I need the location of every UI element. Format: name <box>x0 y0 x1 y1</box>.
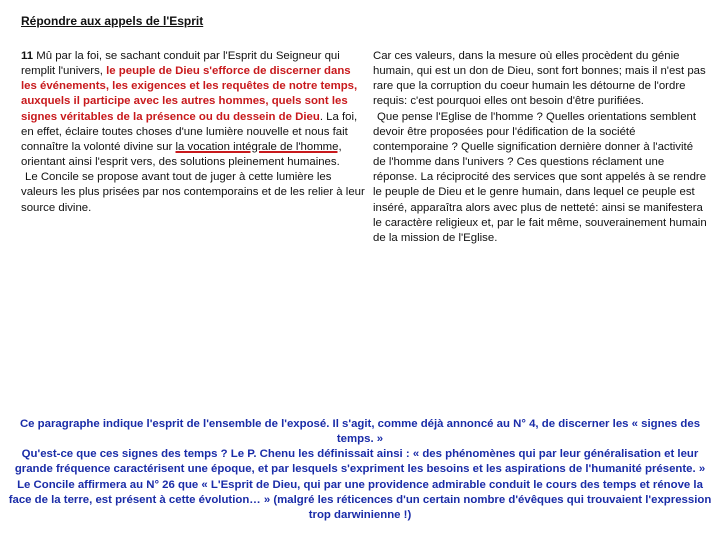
left-column <box>21 49 369 216</box>
paragraph: Que pense l'Eglise de l'homme ? Quelles orientations semblent devoir être proposées pour l'édification de la société contemporaine ? Quelle signification dernière donner à l'activité de l'homme dans l'univers ? Ces questions réclament une réponse. La réciprocité des services que sont appelés à se rendre le peuple de Dieu et le genre humain, dans lequel ce peuple est inséré, apparaîtra alors avec plus de netteté: ainsi se manifestera le caractère religieux et, par le fait même, souverainement humain de la mission de l'Eglise. <box>373 110 707 244</box>
commentary-paragraph: Le Concile affirmera au N° 26 que « L'Esprit de Dieu, qui par une providence admirable conduit le cours des temps et rénove la face de la terre, est présent à cette évolution… » (malgré les réticences d'un certain nombre d'évêques qui trouvaient l'expression trop darwinienne !) <box>8 478 712 521</box>
commentary-paragraph: Qu'est-ce que ces signes des temps ? Le P. Chenu les définissait ainsi : « des phénomènes qui par leur généralisation et leur grande fréquence caractérisent une époque, et par lesquels s'expriment les besoins et les aspirations de l'humanité présente. » <box>14 448 706 476</box>
text-segment: Mû par la foi, se sachant conduit par l'Esprit du Seigneur qui remplit l'univers, <box>21 50 340 78</box>
commentary-paragraph: Ce paragraphe indique l'esprit de l'ensemble de l'exposé. Il s'agit, comme déjà annoncé au N° 4, de discerner les « signes des temps. » <box>19 418 701 446</box>
paragraph: Le Concile se propose avant tout de juger à cette lumière les valeurs les plus prisées par nos contemporains et de les relier à leur source divine. <box>21 171 365 214</box>
right-column <box>373 49 707 246</box>
commentary-block <box>6 417 714 523</box>
underlined-text: la vocation intégrale de l'homme, <box>175 140 342 153</box>
text-segment: orientant ainsi l'esprit vers, des solutions pleinement humaines. <box>21 156 340 169</box>
highlighted-text: le peuple de Dieu s'efforce de discerner dans les événements, les exigences et les requêtes de notre temps, auxquels il participe avec les autres hommes, quels sont les signes véritables de la présence ou du dessein de Dieu <box>21 65 358 123</box>
paragraph-number: 11 <box>21 50 34 62</box>
paragraph: Car ces valeurs, dans la mesure où elles procèdent du génie humain, qui est un don de Dieu, sont fort bonnes; mais il n'est pas rare que la corruption du coeur humain les détourne de l'ordre requis: c'est pourquoi elles ont besoin d'être purifiées. <box>373 50 706 108</box>
text-segment: . La foi, en effet, éclaire toutes choses d'une lumière nouvelle et nous fait connaître la volonté divine sur <box>21 110 358 153</box>
page-title: Répondre aux appels de l'Esprit <box>21 14 204 28</box>
paragraph-11 <box>21 49 369 170</box>
